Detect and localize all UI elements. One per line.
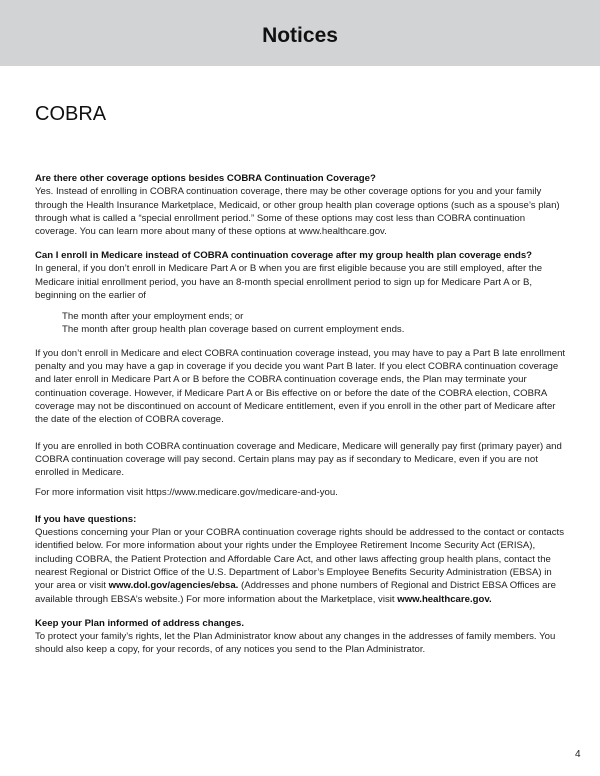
section-body xyxy=(35,526,567,606)
header-title: Notices xyxy=(262,24,338,47)
section-heading: Can I enroll in Medicare instead of COBRA continuation coverage after my group health plan coverage ends? xyxy=(35,249,533,261)
section-body: In general, if you don’t enroll in Medicare Part A or B when you are first eligible because you are still employed, after the Medicare initial enrollment period, you have an 8-month special enrollment period to sign up for Medicare Part A or B, beginning on the earlier of xyxy=(35,263,543,301)
page-number: 4 xyxy=(575,749,581,760)
list-item: The month after your employment ends; or xyxy=(62,311,244,323)
paragraph-primary-payer: If you are enrolled in both COBRA continuation coverage and Medicare, Medicare will generally pay first (primary payer) and COBRA continuation coverage will pay second. Certain plans may pay as if secondary to Medicare, even if you are not enrolled in Medicare. xyxy=(35,440,562,479)
dol-ebsa-link[interactable]: www.dol.gov/agencies/ebsa. xyxy=(108,580,239,592)
section-title: COBRA xyxy=(35,103,107,125)
paragraph-more-info: For more information visit https://www.medicare.gov/medicare-and-you. xyxy=(35,487,338,499)
list-item: The month after group health plan coverage based on current employment ends. xyxy=(62,324,405,336)
section-heading: Keep your Plan informed of address changes. xyxy=(35,617,244,629)
section-medicare xyxy=(35,249,567,500)
enrollment-period-list xyxy=(62,310,567,337)
section-other-coverage xyxy=(35,172,567,238)
document-body xyxy=(35,172,567,667)
questions-text-1: Questions concerning your Plan or your COBRA continuation coverage rights should be addressed to the contact or contacts identified below. For more information about your rights under the Employee Retirement Income Security Act (ERISA), including COBRA, the Patient Protection and Affordable Care Act, and other laws affecting group health plans, contact the nearest Regional or District Office of the U.S. Department of Labor’s Employee Benefits Security Administration (EBSA) in your area or visit xyxy=(35,527,565,592)
section-heading: Are there other coverage options besides COBRA Continuation Coverage? xyxy=(35,173,376,184)
healthcare-gov-link[interactable]: www.healthcare.gov. xyxy=(397,593,492,605)
section-heading: If you have questions: xyxy=(35,513,137,525)
page-header xyxy=(0,0,600,66)
section-questions xyxy=(35,513,567,606)
section-body: Yes. Instead of enrolling in COBRA continuation coverage, there may be other coverage options for you and your family through the Health Insurance Marketplace, Medicaid, or other group health plan coverage options (such as a spouse’s plan) through what is called a “special enrollment period.” Some of these options may cost less than COBRA continuation coverage. You can learn more about many of these options at www.healthcare.gov. xyxy=(35,186,560,238)
paragraph-late-penalty: If you don’t enroll in Medicare and elect COBRA continuation coverage instead, you may have to pay a Part B late enrollment penalty and you may have a gap in coverage if you decide you want Part B later. If you elect COBRA continuation coverage and later enroll in Medicare Part A or B before the COBRA continuation coverage ends, the Plan may terminate your continuation coverage. However, if Medicare Part A or Bis effective on or before the date of the COBRA election, COBRA coverage may not be discontinued on account of Medicare entitlement, even if you enroll in the other part of Medicare after the date of the election of COBRA coverage. xyxy=(35,347,566,426)
section-body: To protect your family’s rights, let the Plan Administrator know about any changes in the addresses of family members. You should also keep a copy, for your records, of any notices you send to the Plan Administrator. xyxy=(35,631,556,656)
questions-text-2: (Addresses and phone numbers of Regional and District EBSA Offices are available through EBSA’s website.) For more information about the Marketplace, visit xyxy=(35,580,556,605)
section-address-changes xyxy=(35,617,567,657)
